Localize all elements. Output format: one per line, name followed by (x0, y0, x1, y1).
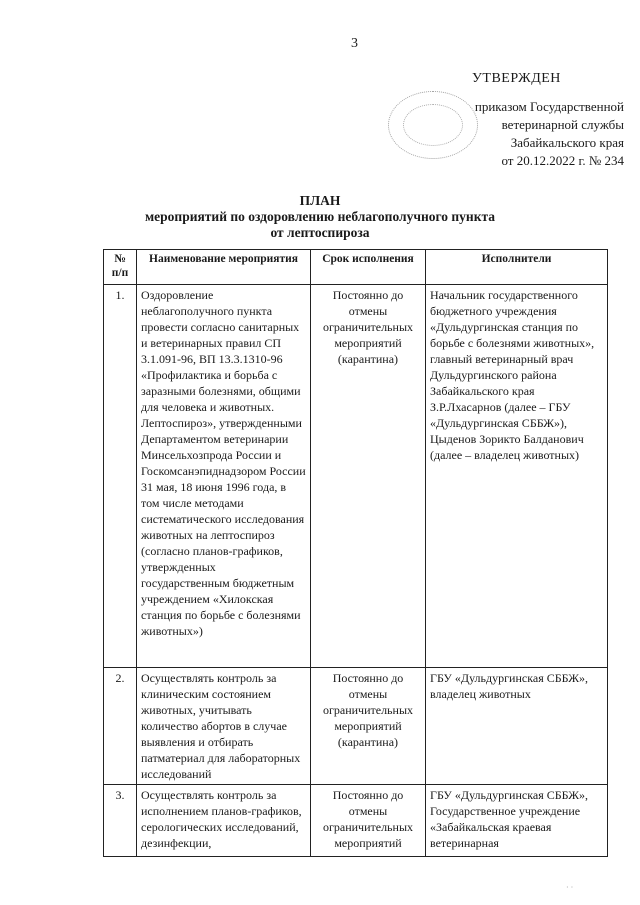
table-row (104, 285, 608, 668)
header-number: № п/п (104, 250, 137, 285)
approval-line: от 20.12.2022 г. № 234 (501, 153, 624, 168)
row-executors: ГБУ «Дульдургинская СББЖ», владелец животных (426, 668, 608, 785)
row-event: Осуществлять контроль за клиническим состоянием животных, учитывать количество абортов в случае выявления и отбирать патматериал для лабораторных исследований (137, 668, 311, 785)
header-executors: Исполнители (426, 250, 608, 285)
scan-artifact: · · (566, 883, 574, 892)
approval-line: приказом Государственной (474, 99, 624, 114)
table-row (104, 668, 608, 785)
table-row (104, 785, 608, 857)
row-number: 2. (104, 668, 137, 785)
row-number: 3. (104, 785, 137, 857)
document-title: ПЛАН (299, 193, 341, 208)
approval-heading: УТВЕРЖДЕН (472, 71, 561, 86)
approval-line: ветеринарной службы (501, 117, 624, 132)
row-event: Оздоровление неблагополучного пункта провести согласно санитарных и ветеринарных правил СП 3.1.091-96, ВП 13.3.1310-96 «Профилактика и борьба с заразными болезнями, общими для человека и животных. Лептоспироз», утвержденными Департаментом ветеринарии Минсельхозпрода России и Госкомсанэпиднадзором России 31 мая, 18 июня 1996 года, в том числе методами систематического исследования животных на лептоспироз (согласно планов-графиков, утвержденных государственным бюджетным учреждением «Хилокская станция по борьбе с болезнями животных») (137, 285, 311, 668)
row-number: 1. (104, 285, 137, 668)
document-subtitle-continued: от лептоспироза (270, 225, 370, 240)
header-term: Срок исполнения (311, 250, 426, 285)
approval-order-block (402, 98, 624, 170)
row-executors: ГБУ «Дульдургинская СББЖ», Государственное учреждение «Забайкальская краевая ветеринарная (426, 785, 608, 857)
row-executors: Начальник государственного бюджетного учреждения «Дульдургинская станция по борьбе с болезнями животных», главный ветеринарный врач Дульдургинского района Забайкальского края З.Р.Лхасарнов (далее – ГБУ «Дульдургинская СББЖ»), Цыденов Зорикто Балданович (далее – владелец животных) (426, 285, 608, 668)
plan-table (103, 249, 608, 857)
row-term: Постоянно до отмены ограничительных мероприятий (карантина) (311, 285, 426, 668)
approval-line: Забайкальского края (510, 135, 624, 150)
header-event: Наименование мероприятия (137, 250, 311, 285)
document-subtitle: мероприятий по оздоровлению неблагополучного пункта (144, 209, 496, 224)
page-number: 3 (351, 36, 358, 51)
row-event: Осуществлять контроль за исполнением планов-графиков, серологических исследований, дезинфекции, (137, 785, 311, 857)
row-term: Постоянно до отмены ограничительных мероприятий (311, 785, 426, 857)
row-term: Постоянно до отмены ограничительных мероприятий (карантина) (311, 668, 426, 785)
table-header-row (104, 250, 608, 285)
